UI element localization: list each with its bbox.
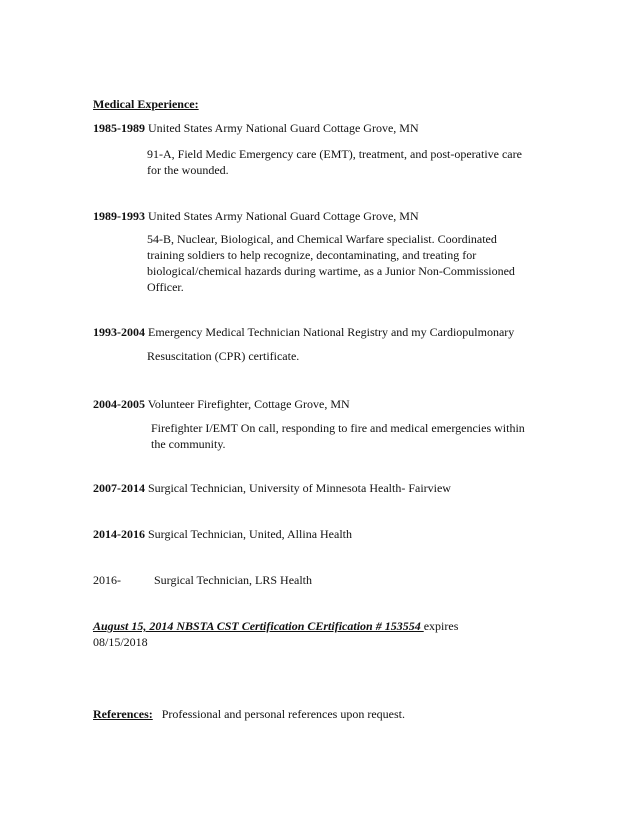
entry-title: Emergency Medical Technician National Registry and my Cardiopulmonary <box>148 325 515 339</box>
entry-years: 1985-1989 <box>93 121 145 135</box>
references-label: References: <box>93 707 153 721</box>
entry-details <box>147 146 547 178</box>
entry-2004-2005 <box>93 396 350 412</box>
detail-line: 91-A, Field Medic Emergency care (EMT), treatment, and post-operative care <box>147 147 522 161</box>
certification-text: August 15, 2014 NBSTA CST Certification CErtification # 153554 <box>93 619 424 633</box>
entry-title: Volunteer Firefighter, Cottage Grove, MN <box>147 397 350 411</box>
entry-years: 2016- <box>93 573 121 587</box>
entry-title: Surgical Technician, LRS Health <box>154 573 313 587</box>
detail-line: Resuscitation (CPR) certificate. <box>147 349 300 363</box>
references-text: Professional and personal references upon request. <box>161 707 405 721</box>
entry-title: Surgical Technician, United, Allina Health <box>148 527 352 541</box>
detail-line: biological/chemical hazards during wartime, as a Junior Non-Commissioned <box>147 264 515 278</box>
detail-line: for the wounded. <box>147 163 229 177</box>
medical-experience-heading: Medical Experience: <box>93 97 199 111</box>
certification-line <box>93 618 458 634</box>
entry-1985-1989 <box>93 120 419 136</box>
entry-details <box>147 231 547 295</box>
certification-expires: expires <box>423 619 459 633</box>
detail-line: training soldiers to help recognize, decontaminating, and treating for <box>147 248 477 262</box>
detail-line: Firefighter I/EMT On call, responding to fire and medical emergencies within <box>151 421 525 435</box>
detail-line: Officer. <box>147 280 184 294</box>
entry-title: Surgical Technician, University of Minnesota Health- Fairview <box>148 481 451 495</box>
entry-years: 1993-2004 <box>93 325 145 339</box>
entry-2016 <box>93 572 121 588</box>
entry-2007-2014 <box>93 480 451 496</box>
detail-line: 54-B, Nuclear, Biological, and Chemical Warfare specialist. Coordinated <box>147 232 497 246</box>
certification-date: 08/15/2018 <box>93 635 148 649</box>
entry-years: 2007-2014 <box>93 481 145 495</box>
entry-details <box>151 420 546 452</box>
entry-years: 2004-2005 <box>93 397 145 411</box>
entry-title: United States Army National Guard Cottage Grove, MN <box>148 121 419 135</box>
entry-1989-1993 <box>93 208 419 224</box>
references-line <box>93 706 405 722</box>
entry-title: United States Army National Guard Cottage Grove, MN <box>148 209 419 223</box>
entry-years: 1989-1993 <box>93 209 145 223</box>
detail-line: the community. <box>151 437 226 451</box>
entry-2014-2016 <box>93 526 352 542</box>
entry-details <box>147 348 547 364</box>
entry-1993-2004 <box>93 324 514 340</box>
entry-years: 2014-2016 <box>93 527 145 541</box>
